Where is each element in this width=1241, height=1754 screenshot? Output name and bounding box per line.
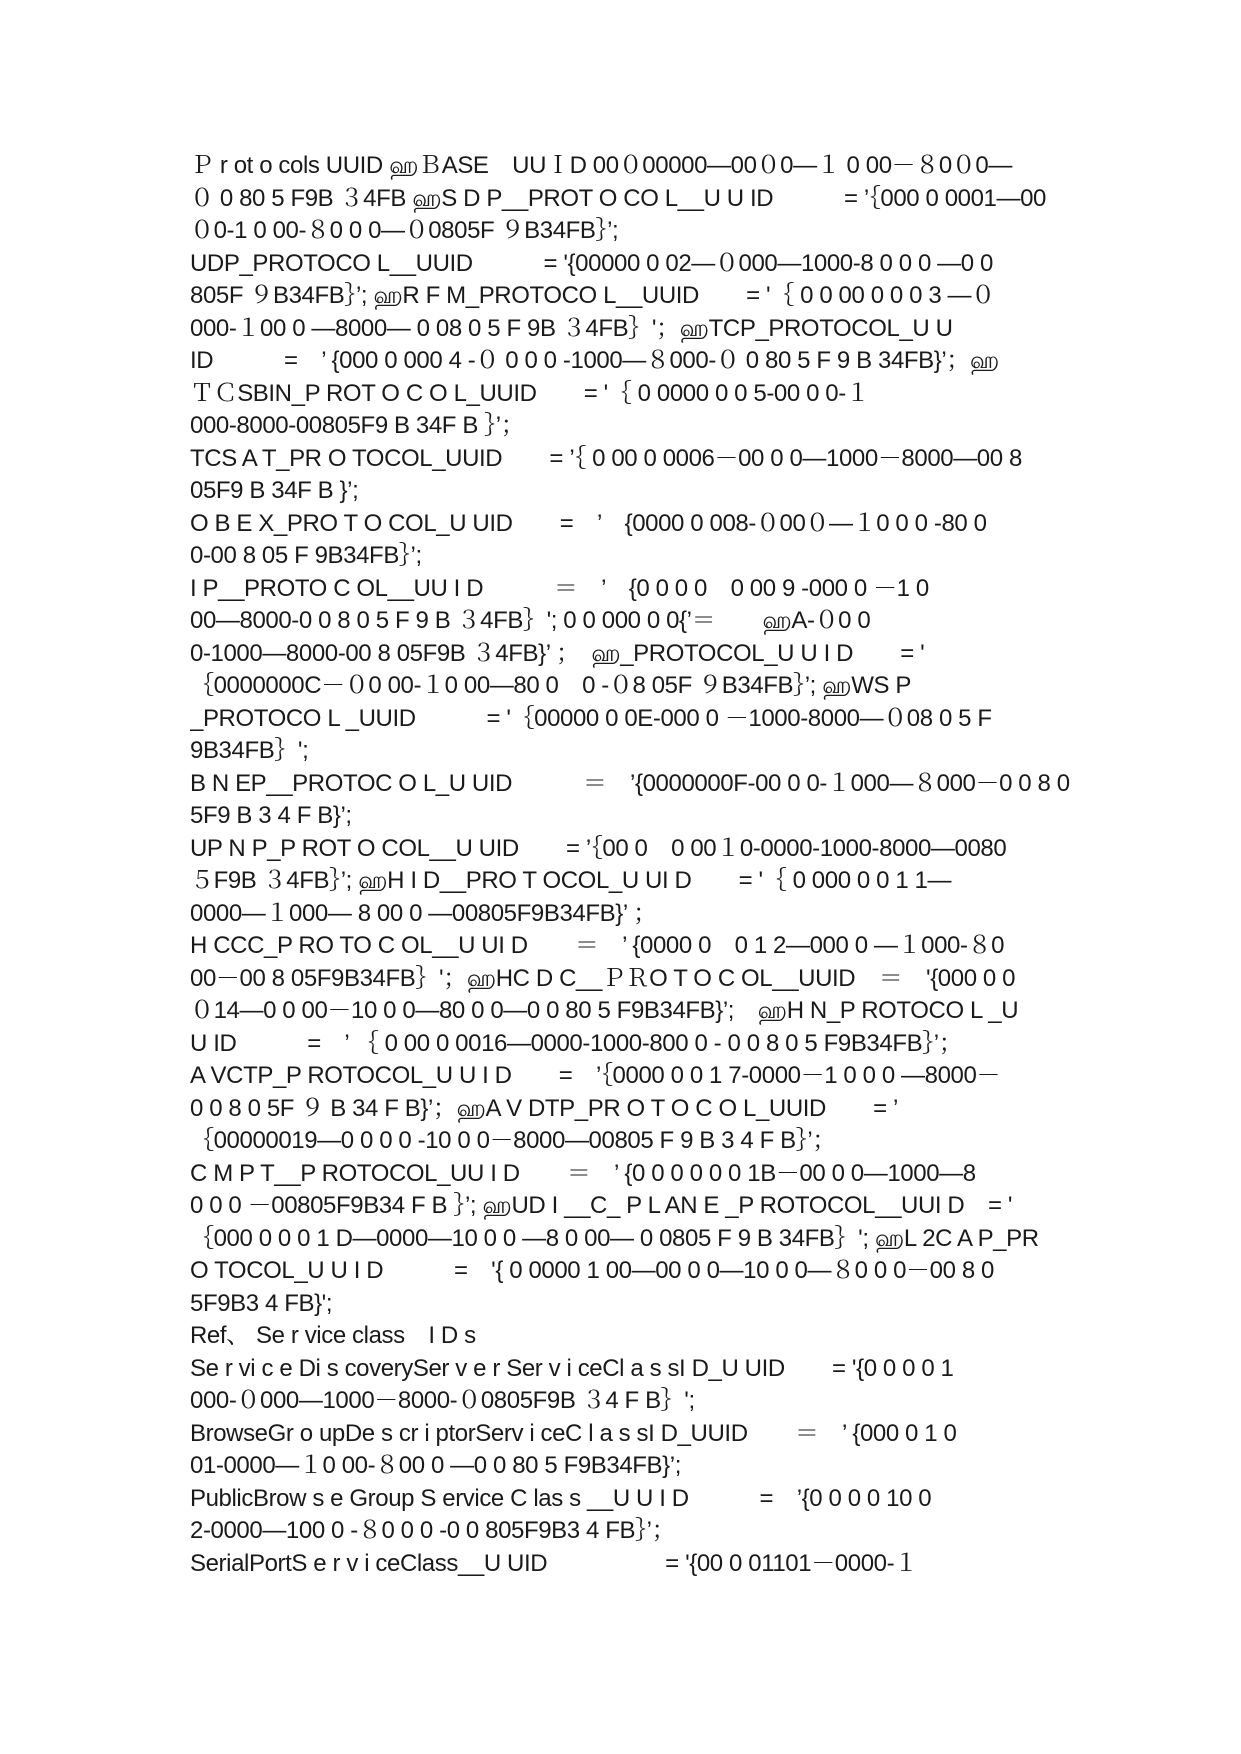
text-line: 0-00 8 05 F 9B34FB｝’; bbox=[190, 542, 422, 569]
text-line: Ｐ r ot o cols UUID ஹＢASE UUＩD 00０00000—00０0—１ 0 00－８0０0— bbox=[190, 152, 1012, 179]
text-line: _PROTOCO L _UUID = '｛00000 0 0E-000 0 －1000-8000—０08 0 5 F bbox=[190, 704, 992, 732]
text-line: C M P T__P ROTOCOL_UU I D ＝ ’ {0 0 0 0 0 0 1B－00 0 0—1000—8 bbox=[190, 1159, 976, 1187]
text-line: Se r vi c e Di s coverySer v e r Ser v i ceCl a s sI D_U UID = '{0 0 0 0 1 bbox=[190, 1354, 954, 1382]
text-line: PublicBrow s e Group S ervice C las s __U U I D = ’{0 0 0 0 10 0 bbox=[190, 1484, 932, 1512]
text-line: ０14—0 0 00－10 0 0—80 0 0—0 0 80 5 F9B34FB}’; ஹH N_P ROTOCO L _U bbox=[190, 997, 1019, 1024]
text-line: H CCC_P RO TO C OL__U UI D ＝ ’ {0000 0 0 1 2—000 0 —１000-８0 bbox=[190, 932, 1005, 959]
text-line: SerialPortS e r v i ceClass__U UID = '{00 0 01101－0000-１ bbox=[190, 1549, 918, 1577]
text-line: 00－00 8 05F9B34FB｝'；ஹHC D C__ＰＲO T O C OL__UUID ＝ '{000 0 0 bbox=[190, 964, 1016, 992]
text-line: ｛00000019—0 0 0 0 -10 0 0－8000—00805 F 9 B 3 4 F B｝’； bbox=[190, 1127, 836, 1154]
text-line: ID = ’ {000 0 000 4 -０ 0 0 0 -1000—８000-０ 0 80 5 F 9 B 34FB}’；ஹ bbox=[190, 347, 999, 374]
text-line: U ID = ’ ｛ 0 00 0 0016—0000-1000-800 0 - 0 0 8 0 5 F9B34FB｝’； bbox=[190, 1029, 963, 1057]
text-line: 01-0000—１0 00-８00 0 —0 0 80 5 F9B34FB}’; bbox=[190, 1452, 681, 1479]
text-line: 5F9 B 3 4 F B}’; bbox=[190, 802, 352, 829]
text-line: Ref、 Se r vice class I D s bbox=[190, 1322, 476, 1349]
text-line: 000-8000-00805F9 B 34F B ｝’； bbox=[190, 412, 525, 439]
text-line: 0 0 8 0 5F ９ B 34 F B}’；ஹA V DTP_PR O T O C O L_UUID = ’ bbox=[190, 1094, 898, 1122]
text-line: 05F9 B 34F B }’; bbox=[190, 477, 359, 504]
text-line: 0-1000—8000-00 8 05F9B ３4FB}’ ； ஹ_PROTOCOL_U U I D = ' bbox=[190, 639, 925, 667]
text-line: 0 0 0 －00805F9B34 F B ｝’; ஹUD I __C_ P L AN E _P ROTOCOL__UUI D = ' bbox=[190, 1192, 1013, 1219]
text-line: UP N P_P ROT O COL__U UID = ’｛00 0 0 00１0-0000-1000-8000—0080 bbox=[190, 834, 1007, 862]
text-line: 2-0000—100 0 -８0 0 0 -0 0 805F9B3 4 FB｝’； bbox=[190, 1517, 676, 1544]
text-line: 9B34FB｝'; bbox=[190, 737, 309, 764]
text-line: UDP_PROTOCO L__UUID = '{00000 0 02—０000—1000-8 0 0 0 —0 0 bbox=[190, 249, 993, 277]
text-line: O B E X_PRO T O COL_U UID = ’ {0000 0 008-０00０—１0 0 0 -80 0 bbox=[190, 509, 987, 537]
text-line: A VCTP_P ROTOCOL_U U I D = ’｛0000 0 0 1 7-0000－1 0 0 0 —8000－ bbox=[190, 1062, 1001, 1089]
text-line: 000-１00 0 —8000— 0 08 0 5 F 9B ３4FB｝'；ஹTCP_PROTOCOL_U U bbox=[190, 314, 953, 342]
text-line: 000-０000—1000－8000-０0805F9B ３4 F B｝'; bbox=[190, 1387, 695, 1414]
text-line: TCS A T_PR O TOCOL_UUID = ’｛ 0 00 0 0006－00 0 0—1000－8000—00 8 bbox=[190, 444, 1022, 472]
text-line: 0000—１000— 8 00 0 —00805F9B34FB}’ ； bbox=[190, 899, 657, 927]
text-line: BrowseGr o upDe s cr i ptorServ i ceC l a s sI D_UUID ＝ ’ {000 0 1 0 bbox=[190, 1419, 957, 1447]
text-line: B N EP__PROTOC O L_U UID ＝ ’{0000000F-00 0 0-１000—８000－0 0 8 0 bbox=[190, 769, 1070, 797]
text-line: O TOCOL_U U I D = '{ 0 0000 1 00—00 0 0—10 0 0—８0 0 0－00 8 0 bbox=[190, 1257, 994, 1284]
text-line: 805F ９B34FB｝’; ஹR F M_PROTOCO L__UUID = '｛ 0 0 00 0 0 0 3 —０ bbox=[190, 282, 995, 309]
text-line: I P__PROTO C OL__UU I D ＝ ’ {0 0 0 0 0 00 9 -000 0 －1 0 bbox=[190, 574, 929, 602]
document-body bbox=[190, 150, 1070, 1580]
text-line: ｛000 0 0 0 1 D—0000—10 0 0 —8 0 00— 0 0805 F 9 B 34FB｝'; ஹL 2C A P_PR bbox=[190, 1224, 1039, 1252]
text-line: 00—8000-0 0 8 0 5 F 9 B ３4FB｝'; 0 0 000 0 0{’＝ ஹA-０0 0 bbox=[190, 607, 871, 634]
text-line: ｛0000000C－０0 00-１0 00—80 0 0 -０8 05F ９B34FB｝’; ஹWS P bbox=[190, 672, 911, 699]
text-line: ０ 0 80 5 F9B ３4FB ஹS D P__PROT O CO L__U U ID = ’｛000 0 0001—00 bbox=[190, 184, 1046, 212]
text-line: ＴＣSBIN_P ROT O C O L_UUID = '｛ 0 0000 0 0 5-00 0 0-１ bbox=[190, 379, 870, 407]
text-line: ５F9B ３4FB｝’; ஹH I D__PRO T OCOL_U UI D = '｛ 0 000 0 0 1 1— bbox=[190, 867, 952, 894]
text-line: 5F9B3 4 FB}'; bbox=[190, 1289, 333, 1317]
text-line: ０0-1 0 00-８0 0 0—０0805F ９B34FB｝’; bbox=[190, 217, 619, 244]
